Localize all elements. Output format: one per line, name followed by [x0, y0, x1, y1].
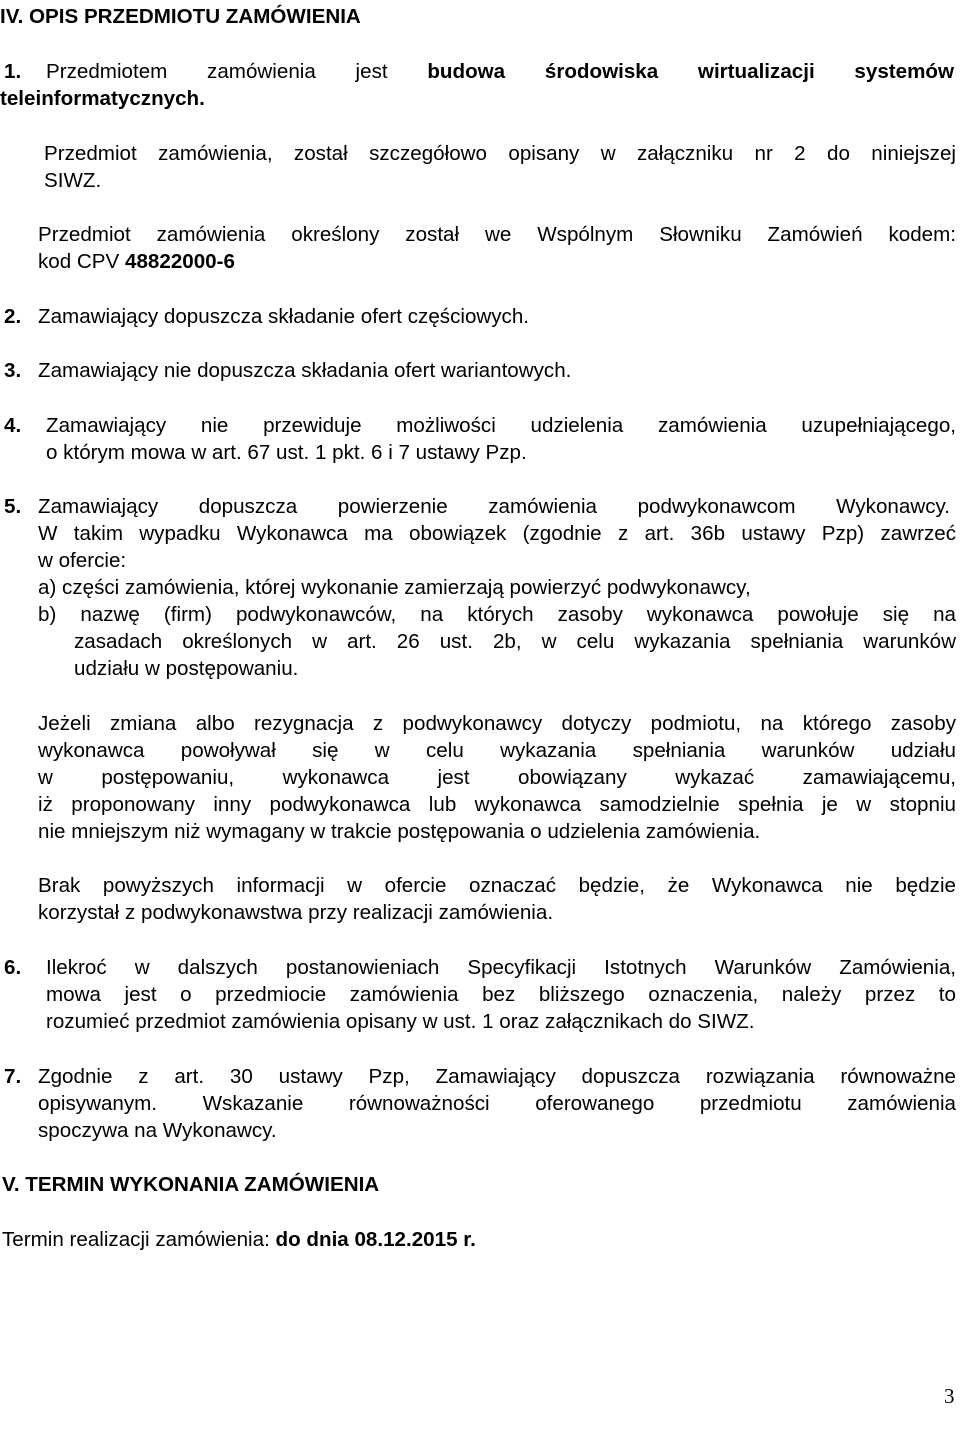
item1-p3-line1: Przedmiot zamówienia określony został we Wspólnym Słowniku Zamówień kodem: [38, 223, 956, 246]
item5-para2-line1: Brak powyższych informacji w ofercie oznaczać będzie, że Wykonawca nie będzie [38, 874, 956, 897]
item5-list-b-line2: zasadach określonych w art. 26 ust. 2b, w celu wykazania spełniania warunków [74, 630, 956, 653]
item7-line3: spoczywa na Wykonawcy. [38, 1119, 277, 1142]
item6-number: 6. [4, 956, 22, 979]
item5-para-line5: nie mniejszym niż wymagany w trakcie postępowania o udzielenia zamówienia. [38, 820, 761, 843]
item2-text: Zamawiający dopuszcza składanie ofert częściowych. [38, 305, 530, 328]
item1-lead: Przedmiotem zamówienia jest [46, 60, 388, 83]
item5-para-line1: Jeżeli zmiana albo rezygnacja z podwykonawcy dotyczy podmiotu, na którego zasoby [38, 712, 956, 735]
item5-list-b-line1: b) nazwę (firm) podwykonawców, na których zasoby wykonawca powołuje się na [38, 603, 956, 626]
item4-line1: Zamawiający nie przewiduje możliwości udzielenia zamówienia uzupełniającego, [46, 414, 956, 437]
termin-line [2, 1227, 476, 1253]
item2-number: 2. [4, 305, 22, 328]
item1-p2-line1: Przedmiot zamówienia, został szczegółowo opisany w załączniku nr 2 do niniejszej [44, 142, 956, 165]
cpv-code: 48822000-6 [125, 250, 235, 273]
item5-list-b-line3: udziału w postępowaniu. [74, 657, 299, 680]
item1-number: 1. [4, 60, 22, 83]
section-heading-v: V. TERMIN WYKONANIA ZAMÓWIENIA [2, 1173, 380, 1196]
item7-number: 7. [4, 1065, 22, 1088]
termin-label: Termin realizacji zamówienia: [2, 1228, 276, 1251]
item5-number: 5. [4, 495, 22, 518]
item3-text: Zamawiający nie dopuszcza składania ofert wariantowych. [38, 359, 572, 382]
item1-p3-line2 [38, 249, 235, 275]
cpv-label: kod CPV [38, 250, 125, 273]
item5-para-line3: w postępowaniu, wykonawca jest obowiązany wykazać zamawiającemu, [38, 766, 956, 789]
termin-value: do dnia 08.12.2015 r. [275, 1228, 476, 1251]
page-number: 3 [944, 1384, 955, 1408]
item6-line3: rozumieć przedmiot zamówienia opisany w ust. 1 oraz załącznikach do SIWZ. [46, 1010, 755, 1033]
item1-p2-line2: SIWZ. [44, 169, 102, 192]
item4-line2: o którym mowa w art. 67 ust. 1 pkt. 6 i 7 ustawy Pzp. [46, 441, 527, 464]
item1-bold-continued: teleinformatycznych. [0, 87, 205, 110]
item5-list-a: a) części zamówienia, której wykonanie zamierzają powierzyć podwykonawcy, [38, 576, 751, 599]
item3-number: 3. [4, 359, 22, 382]
item5-para2-line2: korzystał z podwykonawstwa przy realizacji zamówienia. [38, 901, 554, 924]
item7-line1: Zgodnie z art. 30 ustawy Pzp, Zamawiający dopuszcza rozwiązania równoważne [38, 1065, 956, 1088]
item6-line1: Ilekroć w dalszych postanowieniach Specyfikacji Istotnych Warunków Zamówienia, [46, 956, 956, 979]
item6-line2: mowa jest o przedmiocie zamówienia bez bliższego oznaczenia, należy przez to [46, 983, 956, 1006]
item4-number: 4. [4, 414, 22, 437]
item5-line2: W takim wypadku Wykonawca ma obowiązek (zgodnie z art. 36b ustawy Pzp) zawrzeć [38, 522, 956, 545]
item5-line1: Zamawiający dopuszcza powierzenie zamówienia podwykonawcom Wykonawcy. [38, 495, 950, 518]
item1-line1 [46, 59, 954, 85]
item1-bold: budowa środowiska wirtualizacji systemów [427, 60, 954, 83]
item5-para-line2: wykonawca powoływał się w celu wykazania spełniania warunków udziału [38, 739, 956, 762]
item7-line2: opisywanym. Wskazanie równoważności oferowanego przedmiotu zamówienia [38, 1092, 956, 1115]
item5-line3: w ofercie: [38, 549, 127, 572]
item5-para-line4: iż proponowany inny podwykonawca lub wykonawca samodzielnie spełnia je w stopniu [38, 793, 956, 816]
section-heading-iv: IV. OPIS PRZEDMIOTU ZAMÓWIENIA [0, 5, 361, 28]
